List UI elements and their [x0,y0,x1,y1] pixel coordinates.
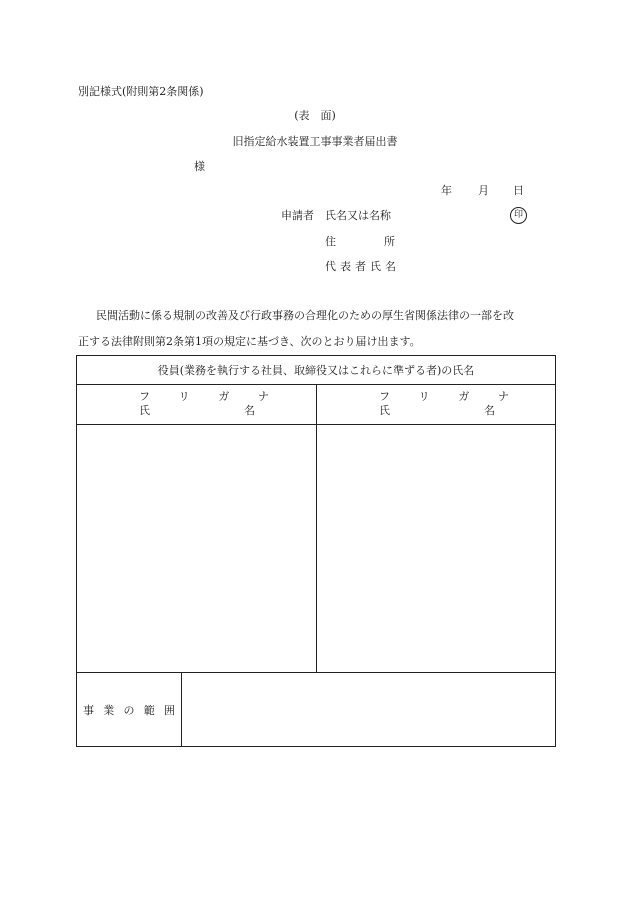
date-line [441,185,524,196]
representative-label: 代表者氏名 [325,260,400,273]
name-header-left: 氏 名 [139,404,255,417]
form-reference: 別記様式(附則第2条関係) [78,85,204,98]
seal-mark [510,207,527,224]
business-scope-label: 事 業 の 範 囲 [83,704,175,717]
officers-table [76,355,556,747]
table-column-divider [316,384,317,672]
side-label: (表 面) [294,109,336,122]
document-title: 旧指定給水装置工事事業者届出書 [232,135,398,148]
furigana-header-left: フ リ ガ ナ [139,390,269,403]
applicant-label: 申請者 [281,209,314,222]
date-day-label: 日 [513,184,524,197]
name-header-right: 氏 名 [379,404,495,417]
table-divider-3 [77,672,555,673]
applicant-name-label: 氏名又は名称 [325,209,391,222]
furigana-header-right: フ リ ガ ナ [379,390,509,403]
body-text-line-1: 民間活動に係る規制の改善及び行政事務の合理化のための厚生省関係法律の一部を改 [96,309,514,322]
date-year-label: 年 [441,184,452,197]
seal-char: 印 [513,210,523,220]
officers-table-title: 役員(業務を執行する社員、取締役又はこれらに準ずる者)の氏名 [157,364,475,377]
address-label [325,236,395,247]
body-text-line-2: 正する法律附則第2条第1項の規定に基づき、次のとおり届け出ます。 [78,335,421,348]
address-char-2: 所 [384,235,395,248]
scope-column-divider [181,672,182,746]
address-char-1: 住 [325,235,336,248]
date-month-label: 月 [478,184,489,197]
addressee-suffix: 様 [194,160,205,173]
